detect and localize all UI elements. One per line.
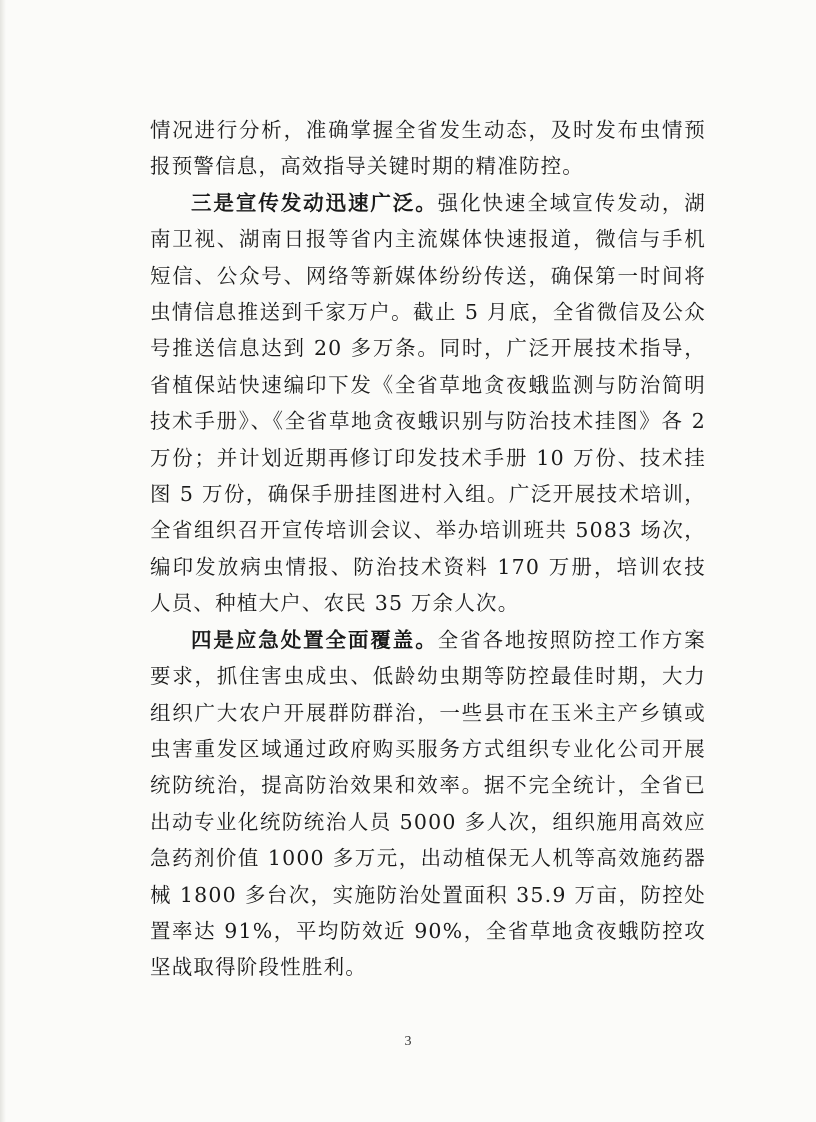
paragraph-heading: 四是应急处置全面覆盖。 xyxy=(191,627,438,652)
paragraph-text: 强化快速全域宣传发动，湖南卫视、湖南日报等省内主流媒体快速报道，微信与手机短信、公众号、网络等新媒体纷纷传送，确保第一时间将虫情信息推送到千家万户。截止 5 月底，全省微信及公众号推送信息达到 20 多万条。同时，广泛开展技术指导，省植保站快速编印下发《全省草地贪夜蛾监测与防治简明技术手册》、《全省草地贪夜蛾识别与防治技术挂图》各 2 万份；并计划近期再修订印发技术手册 10 万份、技术挂图 5 万份，确保手册挂图进村入组。广泛开展技术培训，全省组织召开宣传培训会议、举办培训班共 5083 场次，编印发放病虫情报、防治技术资料 170 万册，培训农技人员、种植大户、农民 35 万余人次。 xyxy=(150,190,707,616)
page-number: 3 xyxy=(404,1034,412,1049)
paragraph-continuation xyxy=(150,112,706,185)
paragraph-publicity xyxy=(150,185,706,622)
scan-edge-shadow xyxy=(0,0,6,1122)
paragraph-emergency-response xyxy=(150,622,706,986)
paragraph-text: 情况进行分析，准确掌握全省发生动态，及时发布虫情预报预警信息，高效指导关键时期的精准防控。 xyxy=(150,118,706,179)
paragraph-text: 全省各地按照防控工作方案要求，抓住害虫成虫、低龄幼虫期等防控最佳时期，大力组织广大农户开展群防群治，一些县市在玉米主产乡镇或虫害重发区域通过政府购买服务方式组织专业化公司开展统防统治，提高防治效果和效率。据不完全统计，全省已出动专业化统防统治人员 5000 多人次，组织施用高效应急药剂价值 1000 多万元，出动植保无人机等高效施药器械 1800 多台次，实施防治处置面积 35.9 万亩，防控处置率达 91%，平均防效近 90%，全省草地贪夜蛾防控攻坚战取得阶段性胜利。 xyxy=(150,627,707,980)
paragraph-heading: 三是宣传发动迅速广泛。 xyxy=(191,190,438,215)
document-body xyxy=(150,112,706,986)
